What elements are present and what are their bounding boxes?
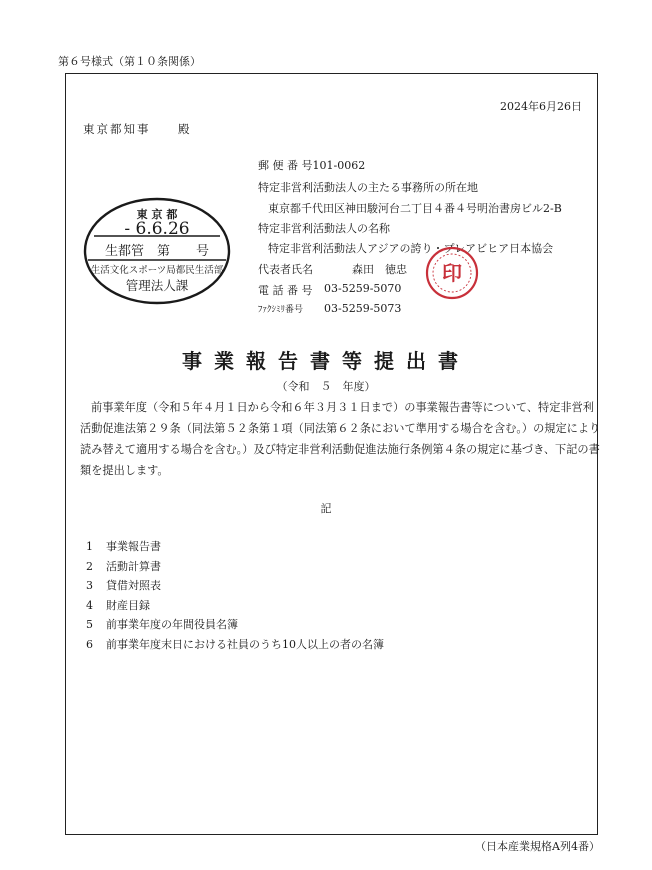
receipt-stamp [82, 196, 232, 310]
list-item [86, 597, 384, 617]
office-location-label: 特定非営利活動法人の主たる事務所の所在地 [258, 181, 478, 194]
list-item-label: 財産目録 [106, 598, 150, 612]
paper-size-note: （日本産業規格A列4番） [475, 840, 600, 853]
submission-date: 2024年6月26日 [500, 100, 582, 113]
list-item-number: 5 [86, 618, 93, 631]
postal-code: 郵 便 番 号101-0062 [258, 159, 366, 172]
addressee: 東京都知事 [83, 122, 151, 136]
stamp-date: - 6.6.26 [124, 219, 190, 239]
stamp-agency: 東 京 都 [136, 208, 178, 221]
list-item-number: 4 [86, 598, 93, 612]
corporation-name-label: 特定非営利活動法人の名称 [258, 222, 390, 235]
list-item-number: 6 [86, 637, 93, 651]
stamp-section: 管理法人課 [125, 278, 189, 293]
list-item [86, 616, 384, 636]
document-list [86, 538, 384, 655]
representative-label: 代表者氏名 [258, 263, 313, 276]
list-item-number: 1 [86, 540, 93, 553]
phone-number: 03-5259-5070 [324, 282, 402, 295]
list-item-label: 事業報告書 [106, 540, 161, 553]
list-item [86, 636, 384, 656]
list-item [86, 538, 384, 558]
fax-label: ﾌｧｸｼﾐﾘ番号 [258, 305, 304, 315]
body-text: 前事業年度（令和５年４月１日から令和６年３月３１日まで）の事業報告書等について、特定非営利活動促進法第２９条（同法第５２条第１項（同法第６２条において準用する場合を含む。）の規定により読み替えて適用する場合を含む。）及び特定非営利活動促進法施行条例第４条の規定に基づき、下記の書類を提出します。 [80, 401, 601, 477]
stamp-department: 生活文化スポーツ局都民生活部 [90, 265, 224, 276]
list-item-label: 前事業年度末日における社員のうち10人以上の者の名簿 [106, 637, 384, 651]
list-item [86, 558, 384, 578]
corporate-seal [424, 245, 480, 305]
office-address: 東京都千代田区神田駿河台二丁目４番４号明治書房ビル2-B [268, 202, 562, 215]
representative-name: 森田 徳忠 [352, 263, 407, 276]
list-item [86, 577, 384, 597]
fax-number: 03-5259-5073 [324, 302, 402, 315]
honorific: 殿 [178, 122, 190, 136]
fiscal-year: （令和 ５ 年度） [276, 380, 376, 393]
stamp-reception-number: 生都管 第 号 [104, 244, 210, 259]
phone-label: 電 話 番 号 [258, 284, 313, 297]
list-item-number: 3 [86, 579, 93, 592]
list-item-label: 活動計算書 [106, 559, 161, 573]
list-item-number: 2 [86, 559, 93, 573]
list-item-label: 貸借対照表 [106, 579, 161, 592]
corporation-name: 特定非営利活動法人アジアの誇り・プレアビヒア日本協会 [268, 242, 554, 255]
note-marker: 記 [320, 502, 332, 515]
seal-mark: 印 [442, 261, 462, 285]
form-number: 第６号様式（第１０条関係） [58, 55, 201, 68]
document-title: 事業報告書等提出書 [182, 349, 470, 373]
list-item-label: 前事業年度の年間役員名簿 [106, 618, 238, 631]
